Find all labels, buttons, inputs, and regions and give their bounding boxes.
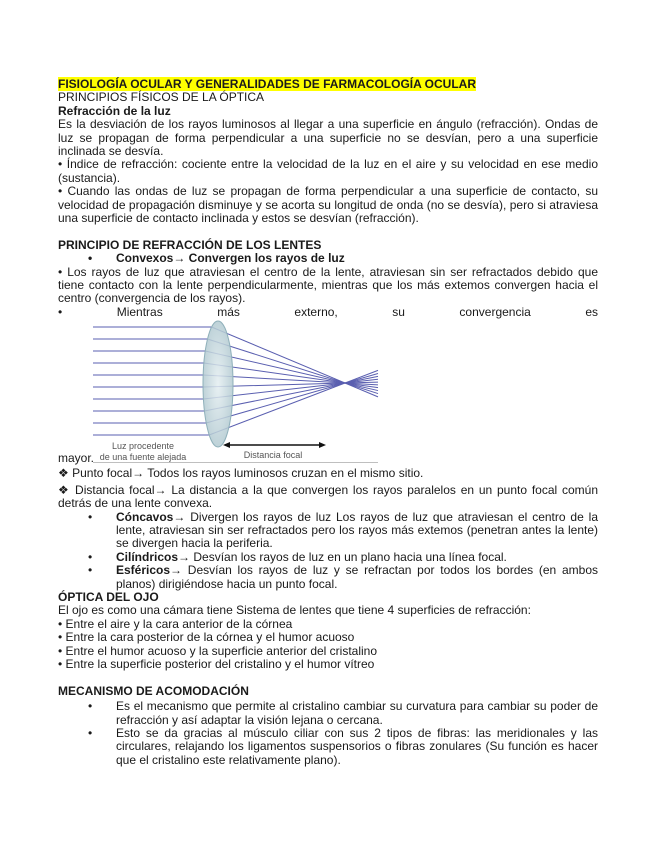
list-item: • Es el mecanismo que permite al cristalino cambiar su curvatura para cambiar su poder de refracción y así adaptar la visión lejana o cercana.: [88, 699, 598, 727]
list-item: • Entre el aire y la cara anterior de la córnea: [58, 616, 293, 631]
list-item: • Entre el humor acuoso y la superficie anterior del cristalino: [58, 643, 378, 658]
list-item: • Esto se da gracias al músculo ciliar con sus 2 tipos de fibras: las meridionales y las circulares, relajando los ligamentos suspensorios o fibras zonulares (Su función es hacer que el cristalino este relativamente plano).: [88, 726, 598, 767]
list-item: • Convexos→ Convergen los rayos de luz: [88, 251, 345, 266]
list-item: • Esféricos→ Desvían los rayos de luz y se refractan por todos los bordes (en ambos planos) dirigiéndose hacia un punto focal.: [88, 563, 598, 591]
list-item: • Cilíndricos→ Desvían los rayos de luz en un plano hacia una línea focal.: [88, 549, 507, 564]
subtitle: PRINCIPIOS FÍSICOS DE LA ÓPTICA: [58, 90, 265, 105]
paragraph: ❖ Punto focal→ Todos los rayos luminosos cruzan en el mismo sitio.: [58, 466, 424, 481]
document-title: FISIOLOGÍA OCULAR Y GENERALIDADES DE FARMACOLOGÍA OCULAR: [58, 77, 477, 91]
list-item: • Entre la superficie posterior del cristalino y el humor vítreo: [58, 656, 375, 671]
paragraph: ❖ Distancia focal→ La distancia a la que convergen los rayos paralelos en un punto focal común detrás de una lente convexa.: [58, 482, 598, 511]
heading-optica: ÓPTICA DEL OJO: [58, 589, 159, 604]
heading-acomodacion: MECANISMO DE ACOMODACIÓN: [58, 683, 249, 698]
list-item: • Entre la cara posterior de la córnea y el humor acuoso: [58, 630, 355, 645]
label-luz: Luz procedente: [111, 441, 175, 452]
paragraph: • Los rayos de luz que atraviesan el centro de la lente, atraviesan sin ser refractados debido que tiene contacto con la lente perpendicularmente, mientras que los más extemos convergen hacia el centro (convergencia de los rayos).: [58, 264, 598, 306]
lens-shape: [203, 321, 233, 447]
paragraph: El ojo es como una cámara tiene Sistema de lentes que tiene 4 superficies de refracción:: [58, 603, 531, 618]
lens-figure: [58, 319, 598, 465]
label-fuente: de una fuente alejada: [99, 452, 187, 463]
light-rays: [93, 327, 378, 435]
heading-refraccion: Refracción de la luz: [58, 103, 171, 118]
list-item: • Cóncavos→ Divergen los rayos de luz Los rayos de luz que atraviesan el centro de la lente, atraviesan sin ser refractados pero los rayos más extemos (penetran antes la lente) se divergen hacia la periferia.: [88, 509, 598, 551]
label-distancia-focal: Distancia focal: [243, 450, 303, 461]
paragraph: • Cuando las ondas de luz se propagan de forma perpendicular a una superficie de contacto, su velocidad de propagación disminuye y se acorta su longitud de onda (no se desvía), pero si atraviesa una superficie de contacto inclinada y estos se desvían (refracción).: [58, 184, 598, 226]
convex-lens-diagram: [93, 313, 383, 463]
paragraph: Es la desviación de los rayos luminosos al llegar a una superficie en ángulo (refracción). Ondas de luz se propagan de forma perpendicular a una superficie no se desvían, pero a una superficie inclinada se desvía.: [58, 117, 598, 159]
paragraph-end: mayor.: [58, 450, 95, 465]
document-page: [58, 78, 598, 767]
paragraph: • Mientras más externo, su convergencia es: [58, 304, 598, 319]
heading-lentes: PRINCIPIO DE REFRACCIÓN DE LOS LENTES: [58, 237, 322, 252]
paragraph: • Índice de refracción: cociente entre la velocidad de la luz en el aire y su velocidad en ese medio (sustancia).: [58, 157, 598, 185]
